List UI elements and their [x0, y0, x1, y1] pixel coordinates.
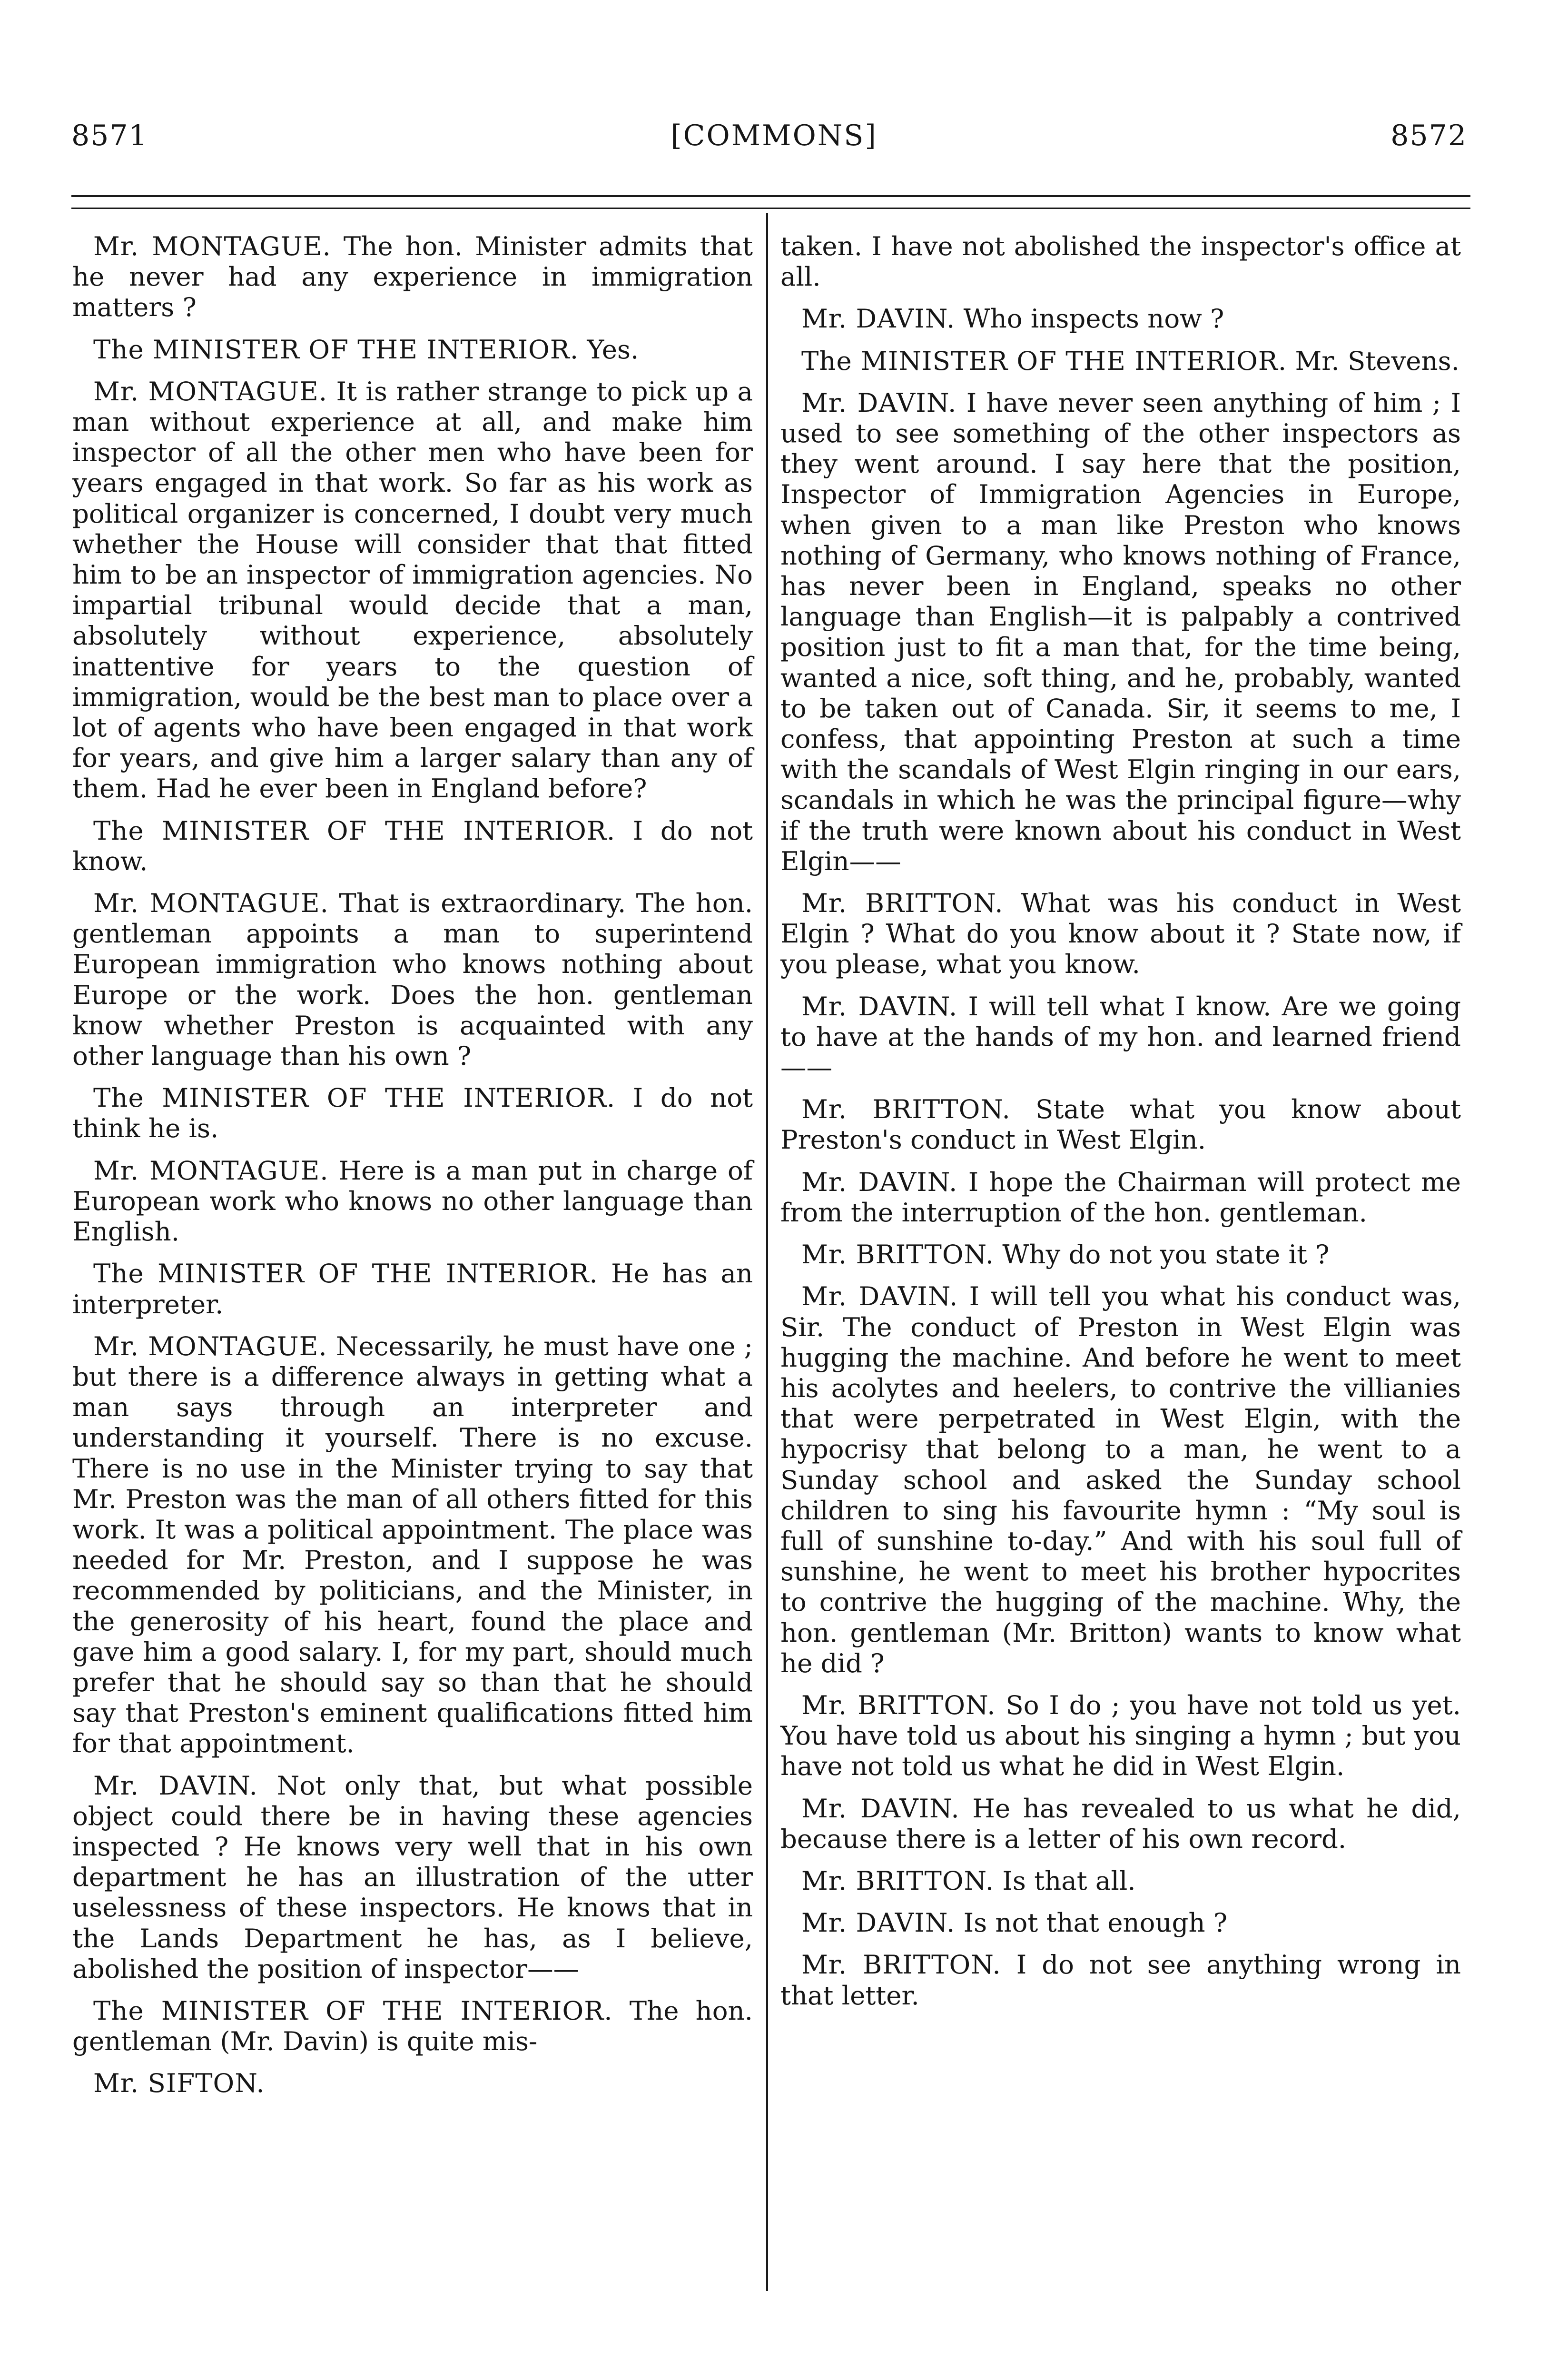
speaker-name: Mr. BRITTON.: [801, 1949, 1001, 1980]
speech-text: He has an interpreter.: [72, 1258, 753, 1319]
speaker-name: Mr. DAVIN.: [801, 1281, 958, 1312]
header-rule-bottom: [71, 208, 1470, 209]
speaker-name: Mr. MONTAGUE.: [93, 1330, 327, 1361]
speaker-name: Mr. SIFTON.: [93, 2068, 265, 2099]
speaker-name: The MINISTER OF THE INTERIOR.: [93, 815, 616, 846]
header-rule-top: [71, 195, 1470, 197]
speech-text: I do not think he is.: [72, 1082, 753, 1144]
speech-text: Is not that enough ?: [963, 1907, 1228, 1938]
speaker-name: The MINISTER OF THE INTERIOR.: [93, 1082, 616, 1113]
speaker-name: Mr. DAVIN.: [801, 387, 957, 418]
speech-text: The hon. gentleman (Mr. Davin) is quite mis-: [72, 1995, 753, 2057]
speaker-name: Mr. DAVIN.: [801, 991, 958, 1021]
speech-text: He has revealed to us what he did, because there is a letter of his own record.: [780, 1793, 1461, 1854]
speech-text: taken. I have not abolished the inspector's office at all.: [780, 231, 1461, 292]
speech-text: That is extraordinary. The hon. gentleman appoints a man to superintend European immigration who knows nothing about Europe or the work. Does the hon. gentleman know whether Preston is acquainted with any other language than his own ?: [72, 888, 753, 1071]
column-divider: [766, 213, 768, 2291]
speech-paragraph: [780, 303, 1461, 334]
speaker-name: Mr. BRITTON.: [801, 1865, 995, 1896]
speaker-name: The MINISTER OF THE INTERIOR.: [801, 345, 1287, 376]
left-page-number: 8571: [71, 119, 148, 152]
speech-paragraph: [72, 1995, 753, 2056]
speech-paragraph: [72, 334, 753, 365]
speech-paragraph: [780, 1690, 1461, 1782]
speaker-name: The MINISTER OF THE INTERIOR.: [93, 1258, 598, 1289]
speaker-name: Mr. DAVIN.: [801, 1793, 960, 1824]
speech-paragraph: [780, 1239, 1461, 1269]
running-title: [COMMONS]: [670, 119, 878, 152]
speech-paragraph: [72, 1770, 753, 1984]
speaker-name: Mr. DAVIN.: [801, 1166, 958, 1197]
speech-text: It is rather strange to pick up a man without experience at all, and make him inspector of all the other men who have been for years engaged in that work. So far as his work as political organizer is concerned, I doubt very much whether the House will consider that that fitted him to be an inspector of immigration agencies. No impartial tribunal would decide that a man, absolutely without experience, absolutely inattentive for years to the question of immigration, would be the best man to place over a lot of agents who have been engaged in that work for years, and give him a larger salary than any of them. Had he ever been in England before?: [72, 376, 753, 804]
speech-paragraph: [780, 1865, 1461, 1896]
speech-paragraph: [72, 231, 753, 323]
speaker-name: The MINISTER OF THE INTERIOR.: [93, 334, 579, 365]
speech-text: Yes.: [587, 334, 639, 365]
speaker-name: Mr. BRITTON.: [801, 888, 1004, 919]
speaker-name: Mr. MONTAGUE.: [93, 231, 331, 261]
speech-text: The hon. Minister admits that he never had any experience in immigration matters ?: [72, 231, 753, 323]
speech-paragraph: [780, 231, 1461, 292]
speech-paragraph: [780, 387, 1461, 876]
speaker-name: Mr. MONTAGUE.: [93, 888, 329, 919]
speech-text: State what you know about Preston's conduct in West Elgin.: [780, 1094, 1461, 1155]
speech-text: Mr. Stevens.: [1295, 345, 1459, 376]
speech-paragraph: [72, 888, 753, 1071]
speech-text: I do not see anything wrong in that letter.: [780, 1949, 1461, 2011]
speech-paragraph: [780, 888, 1461, 980]
speaker-name: The MINISTER OF THE INTERIOR.: [93, 1995, 613, 2026]
speech-paragraph: [72, 1258, 753, 1319]
speaker-name: Mr. MONTAGUE.: [93, 376, 328, 407]
right-page-number: 8572: [1390, 119, 1467, 152]
speech-paragraph: [780, 346, 1461, 376]
speech-paragraph: [780, 1949, 1461, 2010]
speech-paragraph: [72, 815, 753, 876]
speaker-name: Mr. BRITTON.: [801, 1689, 996, 1720]
left-column: [72, 231, 753, 2110]
speech-text: I will tell you what his conduct was, Sir. The conduct of Preston in West Elgin was hugging the machine. And before he went to meet his acolytes and heelers, to contrive the villianies that were perpetrated in West Elgin, with the hypocrisy that belong to a man, he went to a Sunday school and asked the Sunday school children to sing his favourite hymn : “My soul is full of sunshine to-day.” And with his soul full of sunshine, he went to meet his brother hypocrites to contrive the hugging of the machine. Why, the hon. gentleman (Mr. Britton) wants to know what he did ?: [780, 1281, 1461, 1678]
speech-paragraph: [780, 991, 1461, 1083]
speech-text: I will tell what I know. Are we going to have at the hands of my hon. and learned friend——: [780, 991, 1461, 1083]
speech-paragraph: [72, 376, 753, 804]
speaker-name: Mr. DAVIN.: [93, 1770, 258, 1801]
speech-paragraph: [72, 1155, 753, 1247]
speech-text: Necessarily, he must have one ; but there is a difference always in getting what a man says through an interpreter and understanding it yourself. There is no excuse. There is no use in the Minister trying to say that Mr. Preston was the man of all others fitted for this work. It was a political appointment. The place was needed for Mr. Preston, and I suppose he was recommended by politicians, and the Minister, in the generosity of his heart, found the place and gave him a good salary. I, for my part, should much prefer that he should say so than that he should say that Preston's eminent qualifications fitted him for that appointment.: [72, 1330, 753, 1759]
right-column: [780, 231, 1461, 2022]
speech-text: Why do not you state it ?: [1002, 1239, 1330, 1270]
speech-text: I have never seen anything of him ; I used to see something of the other inspectors as they went around. I say here that the position, Inspector of Immigration Agencies in Europe, when given to a man like Preston who knows nothing of Germany, who knows nothing of France, has never been in England, speaks no other language than English—it is palpably a contrived position just to fit a man that, for the time being, wanted a nice, soft thing, and he, probably, wanted to be taken out of Canada. Sir, it seems to me, I confess, that appointing Preston at such a time with the scandals of West Elgin ringing in our ears, scandals in which he was the principal figure—why if the truth were known about his conduct in West Elgin——: [780, 387, 1461, 876]
speaker-name: Mr. BRITTON.: [801, 1094, 1011, 1125]
speaker-name: Mr. DAVIN.: [801, 303, 956, 334]
speech-paragraph: [780, 1281, 1461, 1678]
speech-text: Who inspects now ?: [963, 303, 1224, 334]
speech-paragraph: [780, 1793, 1461, 1854]
speech-text: Here is a man put in charge of European work who knows no other language than English.: [72, 1155, 753, 1247]
speech-text: I do not know.: [72, 815, 753, 876]
page-header: [0, 119, 1548, 171]
speaker-name: Mr. BRITTON.: [801, 1239, 995, 1270]
speaker-name: Mr. DAVIN.: [801, 1907, 956, 1938]
speech-text: So I do ; you have not told us yet. You have told us about his singing a hymn ; but you have not told us what he did in West Elgin.: [780, 1689, 1461, 1782]
speech-text: What was his conduct in West Elgin ? What do you know about it ? State now, if you please, what you know.: [780, 888, 1461, 980]
speech-paragraph: [780, 1907, 1461, 1938]
speech-text: Not only that, but what possible object could there be in having these agencies inspected ? He knows very well that in his own department he has an illustration of the utter uselessness of these inspectors. He knows that in the Lands Department he has, as I believe, abolished the position of inspector——: [72, 1770, 753, 1984]
speech-text: Is that all.: [1002, 1865, 1136, 1896]
speech-paragraph: [72, 1331, 753, 1759]
speech-paragraph: [72, 2068, 753, 2098]
speech-text: I hope the Chairman will protect me from the interruption of the hon. gentleman.: [780, 1166, 1461, 1228]
speech-paragraph: [72, 1082, 753, 1143]
speaker-name: Mr. MONTAGUE.: [93, 1155, 329, 1186]
speech-paragraph: [780, 1167, 1461, 1228]
speech-paragraph: [780, 1094, 1461, 1155]
